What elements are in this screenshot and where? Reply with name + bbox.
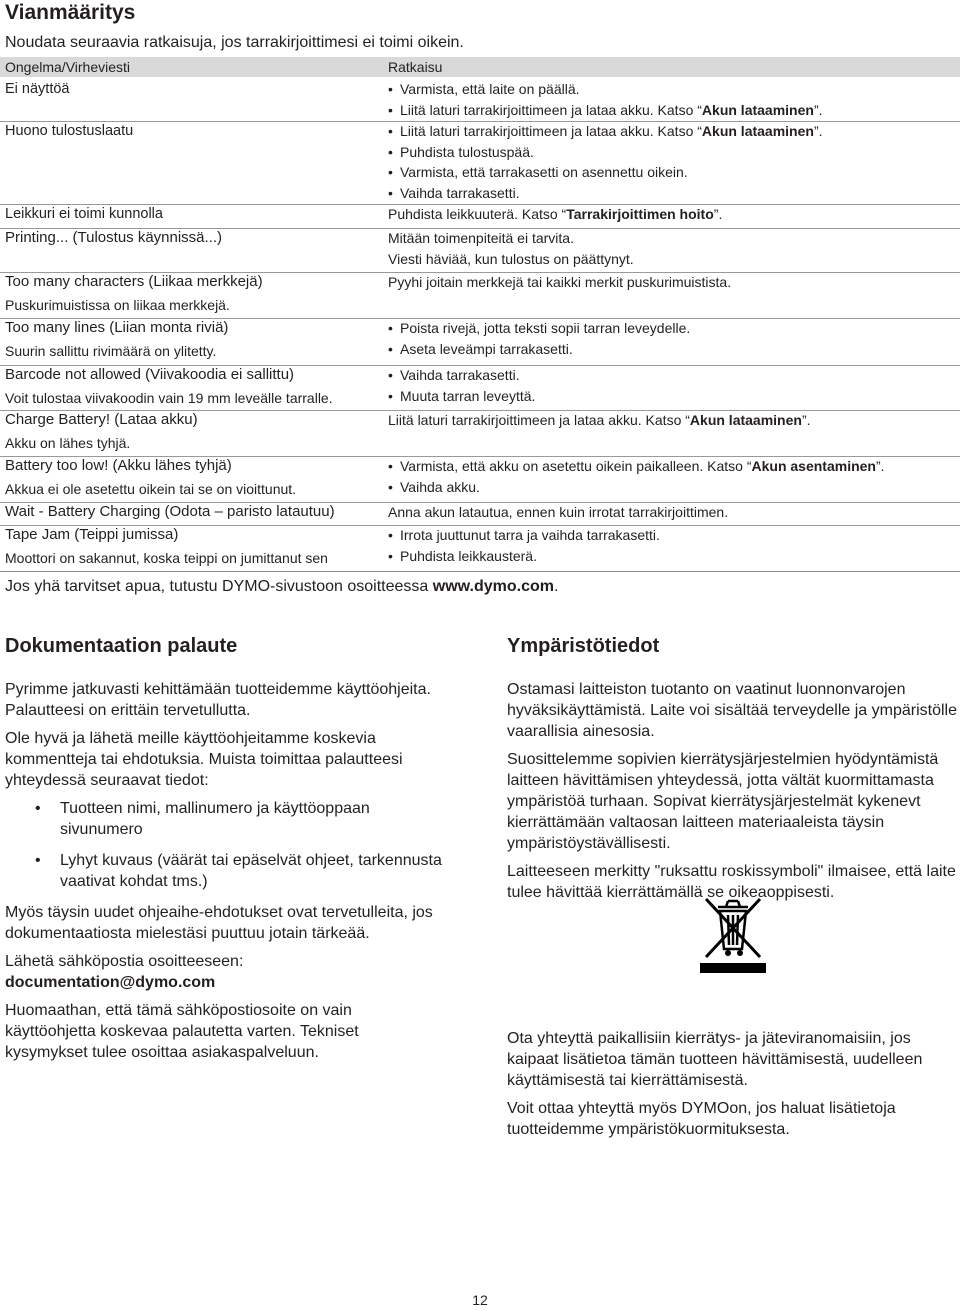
problem-title: Leikkuri ei toimi kunnolla — [5, 206, 163, 222]
problem-title: Printing... (Tulostus käynnissä...) — [5, 229, 223, 246]
solution-line — [388, 249, 958, 270]
solution-text: Pyyhi joitain merkkejä tai kaikki merkit puskurimuistista. — [388, 274, 732, 290]
intro-text: Noudata seuraavia ratkaisuja, jos tarrakirjoittimesi ei toimi oikein. — [5, 34, 464, 51]
solution-text: Mitään toimenpiteitä ei tarvita. — [388, 230, 574, 246]
solution-cell — [388, 121, 958, 203]
solution-text: Vaihda akku. — [400, 478, 480, 495]
solution-text: Vaihda tarrakasetti. — [400, 184, 520, 201]
problem-cell — [5, 318, 381, 361]
feedback-p3: Myös täysin uudet ohjeaihe-ehdotukset ovat tervetulleita, jos dokumentaatiosta mielestäsi puuttuu jotain tärkeää. — [5, 904, 433, 942]
help-line — [5, 575, 558, 599]
feedback-list — [5, 798, 445, 892]
feedback-p2: Ole hyvä ja lähetä meille käyttöohjeitamme koskevia kommentteja tai ehdotuksia. Muista toimittaa palautteesi yhteydessä seuraavat tiedot: — [5, 730, 403, 789]
solution-after: . — [818, 101, 823, 118]
table-row — [0, 318, 960, 366]
solution-line — [388, 546, 958, 567]
environment-p4: Ota yhteyttä paikallisiin kierrätys- ja jäteviranomaisiin, jos kaipaat lisätietoa tämän tuotteen hävittämisestä, uudelleen käyttämisestä tai kierrättämisestä. — [507, 1030, 923, 1089]
table-row — [0, 272, 960, 319]
table-row — [0, 456, 960, 503]
table-row — [0, 525, 960, 572]
feedback-p1: Pyrimme jatkuvasti kehittämään tuotteidemme käyttöohjeita. Palautteesi on erittäin tervetullutta. — [5, 681, 431, 719]
problem-detail: Akku on lähes tyhjä. — [5, 434, 131, 451]
solution-line: • Varmista, että akku on asetettu oikein paikalleen. Katso “Akun asentaminen”. — [388, 456, 958, 477]
problem-cell — [5, 525, 381, 568]
solution-text: Puhdista leikkuuterä. Katso — [388, 206, 562, 222]
solution-line — [388, 142, 958, 163]
problem-title: Too many lines (Liian monta riviä) — [5, 319, 229, 336]
solution-line — [388, 183, 958, 204]
environment-p2: Suosittelemme sopivien kierrätysjärjestelmien hyödyntämistä laitteen hävittämisen yhteydessä, jotta vältät kuormittamasta ympäristöä turhaan. Sopivat kierrätysjärjestelmät kykenevt kierrättämään valtaosan laitteen materiaaleista täysin ympäristöystävällisesti. — [507, 751, 939, 852]
problem-cell — [5, 121, 381, 142]
problem-title: Wait - Battery Charging (Odota – paristo latautuu) — [5, 503, 335, 520]
feedback-section — [5, 633, 445, 1070]
solution-text: Viesti häviää, kun tulostus on päättynyt. — [388, 250, 634, 267]
solution-after: . — [880, 458, 885, 474]
solution-cell — [388, 318, 958, 359]
solution-text: Aseta leveämpi tarrakasetti. — [400, 340, 573, 357]
problem-title: Too many characters (Liikaa merkkejä) — [5, 273, 263, 290]
solution-line — [388, 365, 958, 386]
solution-text: Puhdista leikkausterä. — [400, 547, 537, 564]
problem-detail: Moottori on sakannut, koska teippi on jumittanut sen — [5, 549, 328, 566]
page-title: Vianmääritys — [5, 1, 136, 24]
environment-section — [507, 633, 959, 1147]
table-header — [0, 57, 960, 77]
feedback-email[interactable]: documentation@dymo.com — [5, 974, 216, 991]
solution-line — [388, 162, 958, 183]
solution-text: Liitä laturi tarrakirjoittimeen ja lataa akku. Katso — [400, 101, 698, 118]
crossed-bin-icon — [698, 893, 768, 975]
table-row — [0, 121, 960, 205]
problem-detail: Suurin sallittu rivimäärä on ylitetty. — [5, 342, 217, 359]
solution-line: • Liitä laturi tarrakirjoittimeen ja lataa akku. Katso “Akun lataaminen”. — [388, 100, 958, 121]
solution-reference[interactable]: Tarrakirjoittimen hoito — [566, 206, 714, 222]
problem-cell — [5, 410, 381, 453]
solution-line — [388, 272, 958, 293]
solution-cell — [388, 456, 958, 497]
solution-cell — [388, 365, 958, 406]
solution-line — [388, 386, 958, 407]
environment-heading: Ympäristötiedot — [507, 635, 660, 657]
solution-line: Liitä laturi tarrakirjoittimeen ja lataa akku. Katso “Akun lataaminen”. — [388, 412, 811, 428]
problem-cell — [5, 365, 381, 408]
problem-cell — [5, 456, 381, 499]
solution-line — [388, 477, 958, 498]
feedback-heading: Dokumentaation palaute — [5, 635, 238, 657]
problem-detail: Puskurimuistissa on liikaa merkkejä. — [5, 296, 230, 313]
header-problem: Ongelma/Virheviesti — [5, 59, 131, 75]
solution-cell — [388, 272, 958, 293]
problem-cell — [5, 272, 381, 315]
solution-line: • Liitä laturi tarrakirjoittimeen ja lataa akku. Katso “Akun lataaminen”. — [388, 121, 958, 142]
solution-line — [388, 339, 958, 360]
solution-text: Varmista, että tarrakasetti on asennettu oikein. — [400, 164, 688, 180]
solution-cell — [388, 410, 958, 431]
table-row — [0, 502, 960, 526]
problem-cell — [5, 79, 381, 100]
environment-p3: Laitteeseen merkitty "ruksattu roskissymboli" ilmaisee, että laite tulee hävittää kierrättämällä se oikeaoppisesti. — [507, 863, 956, 901]
environment-p5: Voit ottaa yhteyttä myös DYMOon, jos haluat lisätietoja tuotteidemme ympäristökuormituksesta. — [507, 1100, 896, 1138]
problem-title: Charge Battery! (Lataa akku) — [5, 411, 198, 428]
solution-text: Liitä laturi tarrakirjoittimeen ja lataa akku. Katso — [388, 412, 686, 428]
problem-detail: Voit tulostaa viivakoodin vain 19 mm leveälle tarralle. — [5, 389, 333, 406]
solution-line: Puhdista leikkuuterä. Katso “Tarrakirjoittimen hoito”. — [388, 206, 723, 222]
solution-text: Irrota juuttunut tarra ja vaihda tarrakasetti. — [400, 527, 660, 543]
solution-line — [388, 502, 958, 523]
solution-text: Anna akun latautua, ennen kuin irrotat tarrakirjoittimen. — [388, 504, 729, 520]
problem-title: Battery too low! (Akku lähes tyhjä) — [5, 457, 232, 474]
solution-line — [388, 318, 958, 339]
solution-cell — [388, 502, 958, 523]
feedback-p5: Huomaathan, että tämä sähköpostiosoite on vain käyttöohjetta koskevaa palautetta varten. Tekniset kysymykset tulee osoittaa asiakaspalveluun. — [5, 1002, 359, 1061]
header-solution: Ratkaisu — [388, 59, 443, 75]
solution-after: . — [806, 412, 811, 428]
solution-text: Poista rivejä, jotta teksti sopii tarran leveydelle. — [400, 320, 691, 336]
solution-text: Varmista, että laite on päällä. — [400, 81, 580, 97]
solution-reference[interactable]: Akun lataaminen — [689, 412, 802, 428]
table-row — [0, 365, 960, 411]
solution-after: . — [718, 206, 723, 222]
solution-cell — [388, 228, 958, 269]
list-item: • Lyhyt kuvaus (väärät tai epäselvät ohjeet, tarkennusta vaativat kohdat tms.) — [5, 850, 445, 892]
problem-detail: Akkua ei ole asetettu oikein tai se on vioittunut. — [5, 480, 297, 497]
table-row — [0, 410, 960, 457]
help-after: . — [553, 578, 559, 595]
problem-cell — [5, 502, 381, 523]
problem-title: Barcode not allowed (Viivakoodia ei sallittu) — [5, 366, 295, 383]
solution-text: Muuta tarran leveyttä. — [400, 387, 536, 404]
solution-cell — [388, 204, 958, 225]
help-text: Jos yhä tarvitset apua, tutustu DYMO-sivustoon osoitteessa — [5, 578, 433, 595]
table-row — [0, 204, 960, 229]
problem-title: Huono tulostuslaatu — [5, 123, 134, 139]
problem-cell — [5, 204, 381, 225]
solution-text: Varmista, että akku on asetettu oikein paikalleen. Katso — [400, 458, 747, 474]
solution-reference[interactable]: Akun asentaminen — [751, 458, 876, 474]
solution-text: Vaihda tarrakasetti. — [400, 367, 520, 383]
solution-line — [388, 79, 958, 100]
list-item: • Tuotteen nimi, mallinumero ja käyttöoppaan sivunumero — [5, 798, 445, 840]
table-row — [0, 228, 960, 273]
solution-text: Puhdista tulostuspää. — [400, 143, 534, 160]
problem-title: Ei näyttöä — [5, 81, 70, 97]
feedback-p4: Lähetä sähköpostia osoitteeseen: — [5, 953, 244, 970]
problem-title: Tape Jam (Teippi jumissa) — [5, 526, 179, 543]
solution-text: Liitä laturi tarrakirjoittimeen ja lataa akku. Katso — [400, 123, 698, 139]
solution-cell — [388, 525, 958, 566]
solution-after: . — [818, 123, 823, 139]
help-link[interactable]: www.dymo.com — [432, 578, 554, 595]
troubleshooting-table — [0, 57, 960, 566]
solution-reference[interactable]: Akun lataaminen — [701, 123, 814, 139]
solution-line — [388, 228, 958, 249]
solution-reference[interactable]: Akun lataaminen — [701, 101, 814, 118]
solution-line — [388, 525, 958, 546]
problem-cell — [5, 228, 381, 249]
solution-cell — [388, 79, 958, 120]
environment-p1: Ostamasi laitteiston tuotanto on vaatinut luonnonvarojen hyväksikäyttämistä. Laite voi sisältää terveydelle ja ympäristölle vaarallisia ainesosia. — [507, 681, 957, 740]
page-number: 12 — [472, 1292, 488, 1308]
table-row — [0, 79, 960, 122]
